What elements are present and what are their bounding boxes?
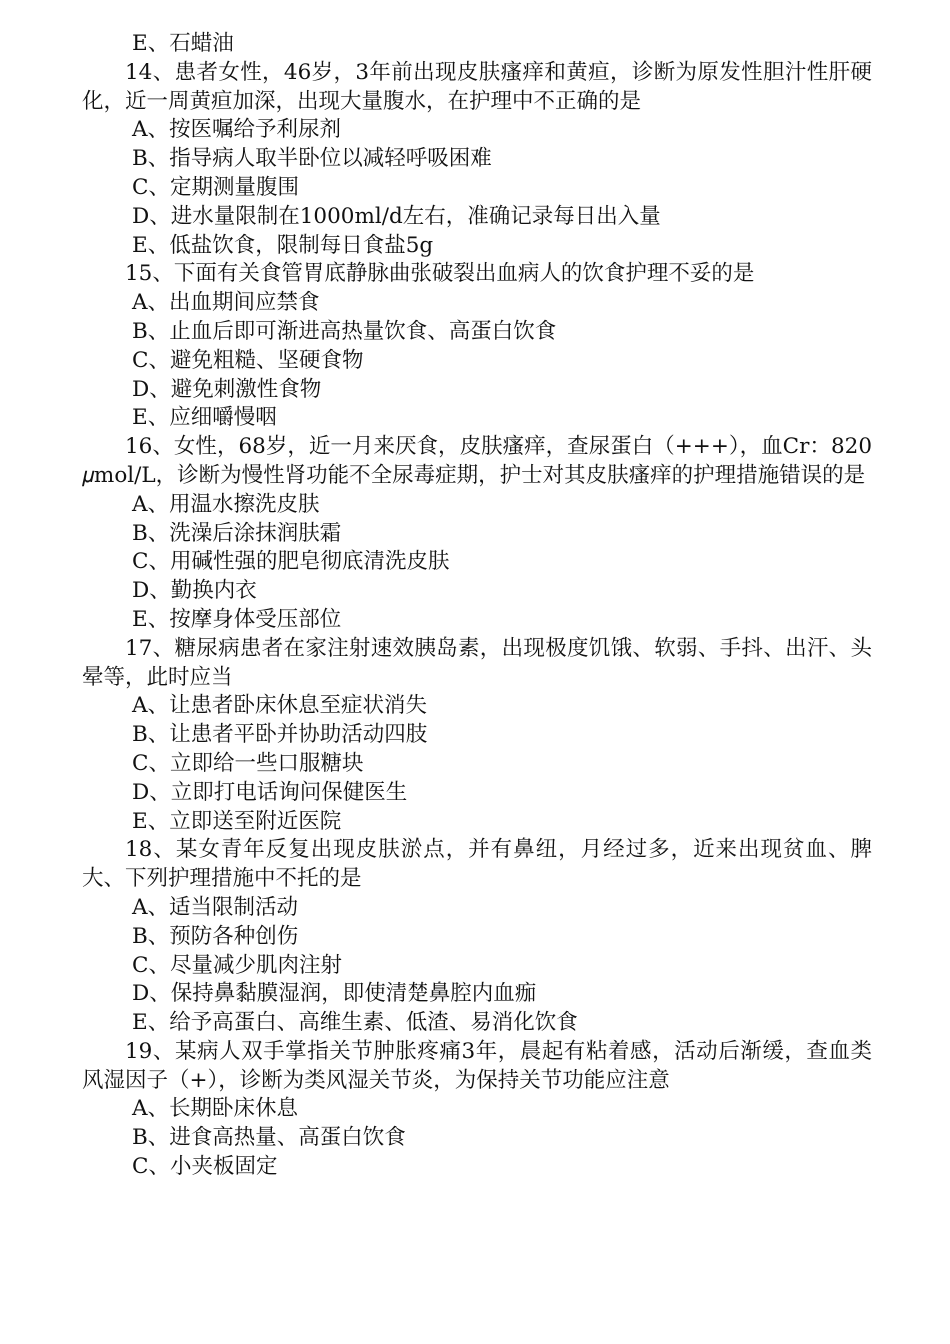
answer-option: A、按医嘱给予利尿剂 bbox=[132, 117, 342, 143]
document-page bbox=[82, 30, 872, 1182]
question-stem: 14、患者女性，46岁，3年前出现皮肤瘙痒和黄疸，诊断为原发性胆汁性肝硬化，近一周黄疸加深，出现大量腹水，在护理中不正确的是 bbox=[82, 59, 872, 114]
question-stem: 17、糖尿病患者在家注射速效胰岛素，出现极度饥饿、软弱、手抖、出汗、头晕等，此时应当 bbox=[82, 635, 872, 690]
answer-option: B、指导病人取半卧位以减轻呼吸困难 bbox=[132, 146, 492, 172]
answer-option: E、给予高蛋白、高维生素、低渣、易消化饮食 bbox=[132, 1010, 578, 1036]
answer-option: D、勤换内衣 bbox=[132, 578, 257, 604]
answer-option: E、低盐饮食，限制每日食盐5g bbox=[132, 232, 434, 258]
answer-option: C、立即给一些口服糖块 bbox=[132, 750, 364, 776]
question-stem: 16、女性，68岁，近一月来厌食，皮肤瘙痒，查尿蛋白（+++），血Cr：820 𝜇mol/L，诊断为慢性肾功能不全尿毒症期，护士对其皮肤瘙痒的护理措施错误的是 bbox=[82, 434, 872, 488]
answer-option: B、预防各种创伤 bbox=[132, 923, 299, 949]
answer-option: A、长期卧床休息 bbox=[132, 1096, 299, 1122]
answer-option: A、用温水擦洗皮肤 bbox=[132, 491, 320, 517]
answer-option: D、避免刺激性食物 bbox=[132, 376, 322, 402]
question-stem: 15、下面有关食管胃底静脉曲张破裂出血病人的饮食护理不妥的是 bbox=[125, 261, 755, 287]
answer-option: C、避免粗糙、坚硬食物 bbox=[132, 347, 364, 373]
answer-option: B、进食高热量、高蛋白饮食 bbox=[132, 1125, 406, 1151]
answer-option: D、保持鼻黏膜湿润，即使清楚鼻腔内血痂 bbox=[132, 981, 537, 1007]
answer-option: D、进水量限制在1000ml/d左右，准确记录每日出入量 bbox=[132, 203, 661, 229]
answer-option: D、立即打电话询问保健医生 bbox=[132, 779, 408, 805]
answer-option: E、立即送至附近医院 bbox=[132, 808, 342, 834]
question-stem: 18、某女青年反复出现皮肤淤点，并有鼻纽，月经过多，近来出现贫血、脾大、下列护理措施中不托的是 bbox=[82, 837, 872, 892]
answer-option: E、应细嚼慢咽 bbox=[132, 405, 277, 431]
answer-option: A、适当限制活动 bbox=[132, 894, 299, 920]
answer-option: B、让患者平卧并协助活动四肢 bbox=[132, 722, 428, 748]
answer-option: A、让患者卧床休息至症状消失 bbox=[132, 693, 428, 719]
question-stem: 19、某病人双手掌指关节肿胀疼痛3年，晨起有粘着感，活动后渐缓，查血类风湿因子（+），诊断为类风湿关节炎，为保持关节功能应注意 bbox=[82, 1038, 872, 1093]
answer-option: B、止血后即可渐进高热量饮食、高蛋白饮食 bbox=[132, 318, 557, 344]
answer-option: A、出血期间应禁食 bbox=[132, 290, 320, 316]
answer-option: B、洗澡后涂抹润肤霜 bbox=[132, 520, 342, 546]
answer-option: C、尽量减少肌肉注射 bbox=[132, 952, 342, 978]
answer-option: C、定期测量腹围 bbox=[132, 174, 299, 200]
answer-option: C、小夹板固定 bbox=[132, 1154, 278, 1180]
answer-option: C、用碱性强的肥皂彻底清洗皮肤 bbox=[132, 549, 450, 575]
answer-option: E、石蜡油 bbox=[132, 31, 234, 56]
answer-option: E、按摩身体受压部位 bbox=[132, 606, 342, 632]
